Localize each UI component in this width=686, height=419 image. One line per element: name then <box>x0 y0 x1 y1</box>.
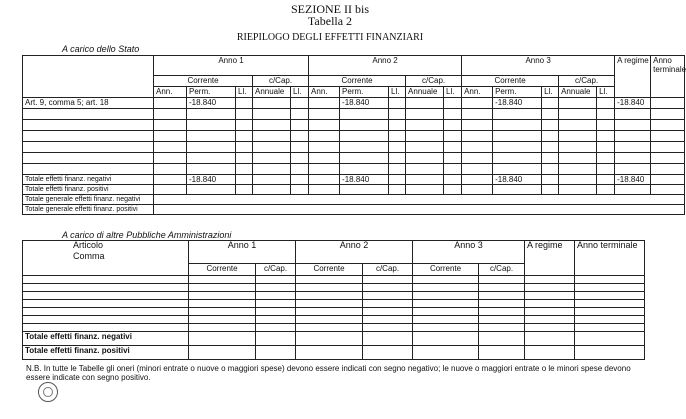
table-row <box>23 98 685 109</box>
page-title: RIEPILOGO DEGLI EFFETTI FINANZIARI <box>236 32 424 43</box>
altre-y2-ccap: c/Cap. <box>363 264 413 276</box>
stato-y2-li-cap: Ll. <box>444 87 462 98</box>
altre-total-positive-label: Totale effetti finanz. positivi <box>23 346 189 360</box>
stato-table <box>22 55 685 215</box>
table-row <box>23 175 685 185</box>
stato-year1-header: Anno 1 <box>154 56 309 76</box>
altre-table <box>22 240 645 360</box>
articolo-comma-header <box>23 241 189 276</box>
official-seal-icon <box>38 382 58 402</box>
stato-y2-corrente: Corrente <box>309 76 406 87</box>
stato-y2-ccap: c/Cap. <box>406 76 462 87</box>
stato-y3-corrente: Corrente <box>462 76 559 87</box>
altre-year2-header: Anno 2 <box>296 241 413 264</box>
stato-y1-li-cap: Ll. <box>291 87 309 98</box>
stato-y1-li: Ll. <box>236 87 253 98</box>
comma-label: Comma <box>73 251 105 261</box>
row-label: Art. 9, comma 5; art. 18 <box>23 98 154 109</box>
stato-caption: A carico dello Stato <box>62 44 140 54</box>
stato-y1-ann: Ann. <box>154 87 187 98</box>
table-row <box>23 332 645 346</box>
total-negative-label: Totale effetti finanz. negativi <box>23 175 154 185</box>
value-cell: -18.840 <box>493 98 542 109</box>
table-row <box>23 195 685 205</box>
altre-regime-header: A regime <box>525 241 575 276</box>
footnote: N.B. In tutte le Tabelle gli oneri (minori entrate o nuove o maggiori spese) devono essere indicati con segno negativo; le nuove o maggiori entrate o le minori spese devono essere indicate con segno positivo. <box>26 364 631 382</box>
altre-y1-ccap: c/Cap. <box>256 264 296 276</box>
altre-year3-header: Anno 3 <box>413 241 525 264</box>
value-cell: -18.840 <box>187 175 236 185</box>
table-row <box>23 185 685 195</box>
altre-terminale-header: Anno terminale <box>575 241 645 276</box>
articolo-label: Articolo <box>73 240 104 250</box>
stato-y3-ccap: c/Cap. <box>559 76 615 87</box>
value-cell: -18.840 <box>187 98 236 109</box>
altre-y1-corrente: Corrente <box>189 264 256 276</box>
table-row <box>23 346 645 360</box>
stato-terminale-header: Anno terminale <box>651 56 685 98</box>
stato-y1-perm: Perm. <box>187 87 236 98</box>
value-cell: -18.840 <box>615 98 651 109</box>
stato-regime-header: A regime <box>615 56 651 98</box>
altre-year1-header: Anno 1 <box>189 241 296 264</box>
stato-y2-perm: Perm. <box>340 87 389 98</box>
value-cell: -18.840 <box>493 175 542 185</box>
total-general-positive-label: Totale generale effetti finanz. positivi <box>23 205 154 215</box>
table-number: Tabella 2 <box>307 14 353 28</box>
table-row <box>23 205 685 215</box>
stato-label-header <box>23 56 154 98</box>
total-general-negative-label: Totale generale effetti finanz. negativi <box>23 195 154 205</box>
altre-total-negative-label: Totale effetti finanz. negativi <box>23 332 189 346</box>
stato-y3-ann: Ann. <box>462 87 493 98</box>
altre-caption: A carico di altre Pubbliche Amministrazioni <box>62 230 232 240</box>
stato-y1-corrente: Corrente <box>154 76 253 87</box>
stato-y3-perm: Perm. <box>493 87 542 98</box>
stato-y3-li: Ll. <box>542 87 559 98</box>
stato-y1-annuale: Annuale <box>253 87 291 98</box>
stato-y3-annuale: Annuale <box>559 87 597 98</box>
value-cell: -18.840 <box>340 98 389 109</box>
stato-y2-li: Ll. <box>389 87 406 98</box>
total-positive-label: Totale effetti finanz. positivi <box>23 185 154 195</box>
section-heading: SEZIONE II bis <box>291 2 369 16</box>
stato-y1-ccap: c/Cap. <box>253 76 309 87</box>
stato-year2-header: Anno 2 <box>309 56 462 76</box>
stato-y2-ann: Ann. <box>309 87 340 98</box>
altre-y2-corrente: Corrente <box>296 264 363 276</box>
altre-y3-ccap: c/Cap. <box>479 264 525 276</box>
value-cell: -18.840 <box>340 175 389 185</box>
value-cell: -18.840 <box>615 175 651 185</box>
stato-y3-li-cap: Ll. <box>597 87 615 98</box>
stato-year3-header: Anno 3 <box>462 56 615 76</box>
stato-y2-annuale: Annuale <box>406 87 444 98</box>
altre-y3-corrente: Corrente <box>413 264 479 276</box>
